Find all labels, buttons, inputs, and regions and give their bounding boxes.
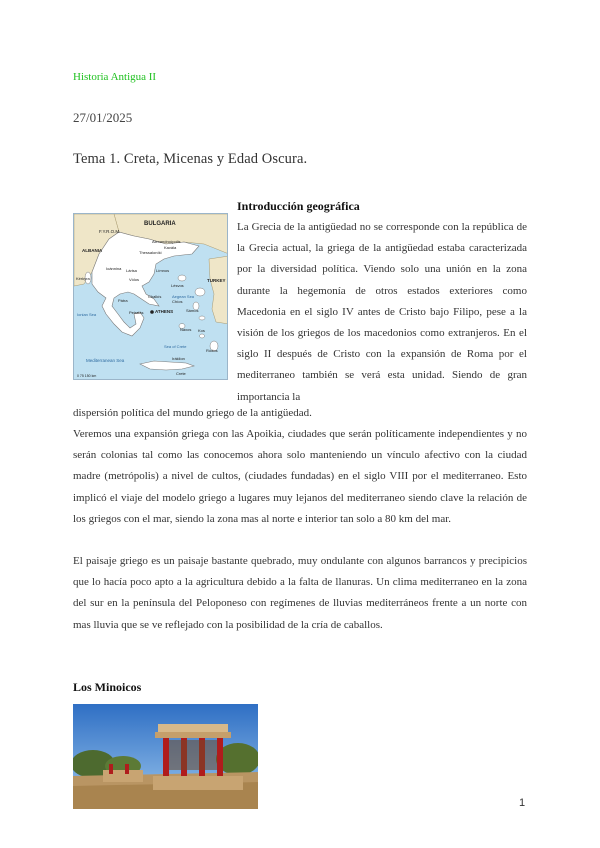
map-label-turkey: TURKEY [207,278,226,283]
map-label-fyrom: F.Y.R.O.M. [99,229,121,234]
map-label-naxos: Náxos [180,327,192,332]
section-title-intro: Introducción geográfica [237,199,360,213]
map-label-samos: Sámos [186,308,199,313]
map-label-rodos: Ródos [206,348,218,353]
intro-paragraph: La Grecia de la antigüedad no se corresponde con la república de la Grecia actual, la griega de la antigüedad estaba caracterizada por la diversidad política. Viendo solo una unión en la zona durante la hegemonía de otros estados exteriores como Macedonia en el siglo IV antes de Cristo bajo Filipo, pese a la visión de los griegos de los macedonios como extranjeros. En el siglo II después de Cristo con la expansión de Roma por el mediterraneo también se verá esta unidad. Siendo de gran importancia la [237,221,527,403]
map-label-crete-sea: Sea of Crete [164,344,187,349]
knossos-photo [73,704,258,809]
map-label-volos: Vólos [129,277,140,282]
map-label-bulgaria: BULGARIA [144,221,176,227]
knossos-photo-svg [73,704,258,809]
map-label-ionian: Ionian Sea [77,312,97,317]
document-date: 27/01/2025 [73,110,133,125]
map-label-kos: Kos [198,328,205,333]
section-title-minoicos: Los Minoicos [73,680,142,694]
map-label-chalkis: Chalkís [148,294,162,299]
map-label-peiraias: Peiraiás [129,310,144,315]
map-label-patra: Pátra [118,298,128,303]
paragraph-landscape: El paisaje griego es un paisaje bastante quebrado, muy ondulante con algunos barrancos y precipicios que lo hacía poco apto a la agricultura debido a la falta de llanuras. Un clima mediterraneo en la zona del sur en la península del Peloponeso con regímenes de lluvias mediterráneos frente a un norte con mas lluvia que se ve reflejado con la posibilidad de la cría de caballos. [73,555,527,631]
page-number: 1 [519,797,526,809]
course-header: Historia Antigua II [73,71,157,83]
map-label-larisa: Lárisa [126,268,137,273]
map-label-ioannina: Ioánnina [106,266,122,271]
map-label-aegean: Aegean Sea [172,294,195,299]
greece-map [73,213,228,380]
map-label-chios: Chíos [172,299,183,304]
map-label-albania: ALBANIA [82,248,103,253]
map-label-iraklion: Iráklion [172,356,185,361]
lesson-title: Tema 1. Creta, Micenas y Edad Oscura. [73,151,308,167]
map-scale: 0 75 150 km [77,374,97,378]
map-label-crete: Crete [176,371,186,376]
intro-paragraph-tail: dispersión política del mundo griego de la antigüedad. [73,407,312,419]
map-label-lesvos: Lésvos [171,283,184,288]
map-label-kavala: Kavála [164,245,177,250]
map-label-thessaloniki: Thessaloníki [139,250,162,255]
map-label-mediterranean: Mediterranean Sea [86,358,125,363]
map-label-kerkyra: Kérkyra [76,276,90,281]
map-label-athens: ATHENS [155,309,174,314]
map-label-limnos: Límnos [156,268,170,273]
paragraph-apoikia: Veremos una expansión griega con las Apoikia, ciudades que serán políticamente independientes y no serán colonias tal como las conocemos ahora solo manteniendo un vínculo afectivo con la ciudad madre (metrópolis) a nivel de cultos, (ciudades fundadas) en el siglo VIII por el mediterraneo. Esto implicó el viaje del modelo griego a lugares muy lejanos del mediterraneo siendo clave la relación de los griegos con el mar, siendo la zona mas al norte e interior tan solo a 80 km del mar. [73,428,527,525]
greece-map-svg [74,214,228,380]
map-label-alexandroupolis: Alexandroúpolis [152,239,181,244]
